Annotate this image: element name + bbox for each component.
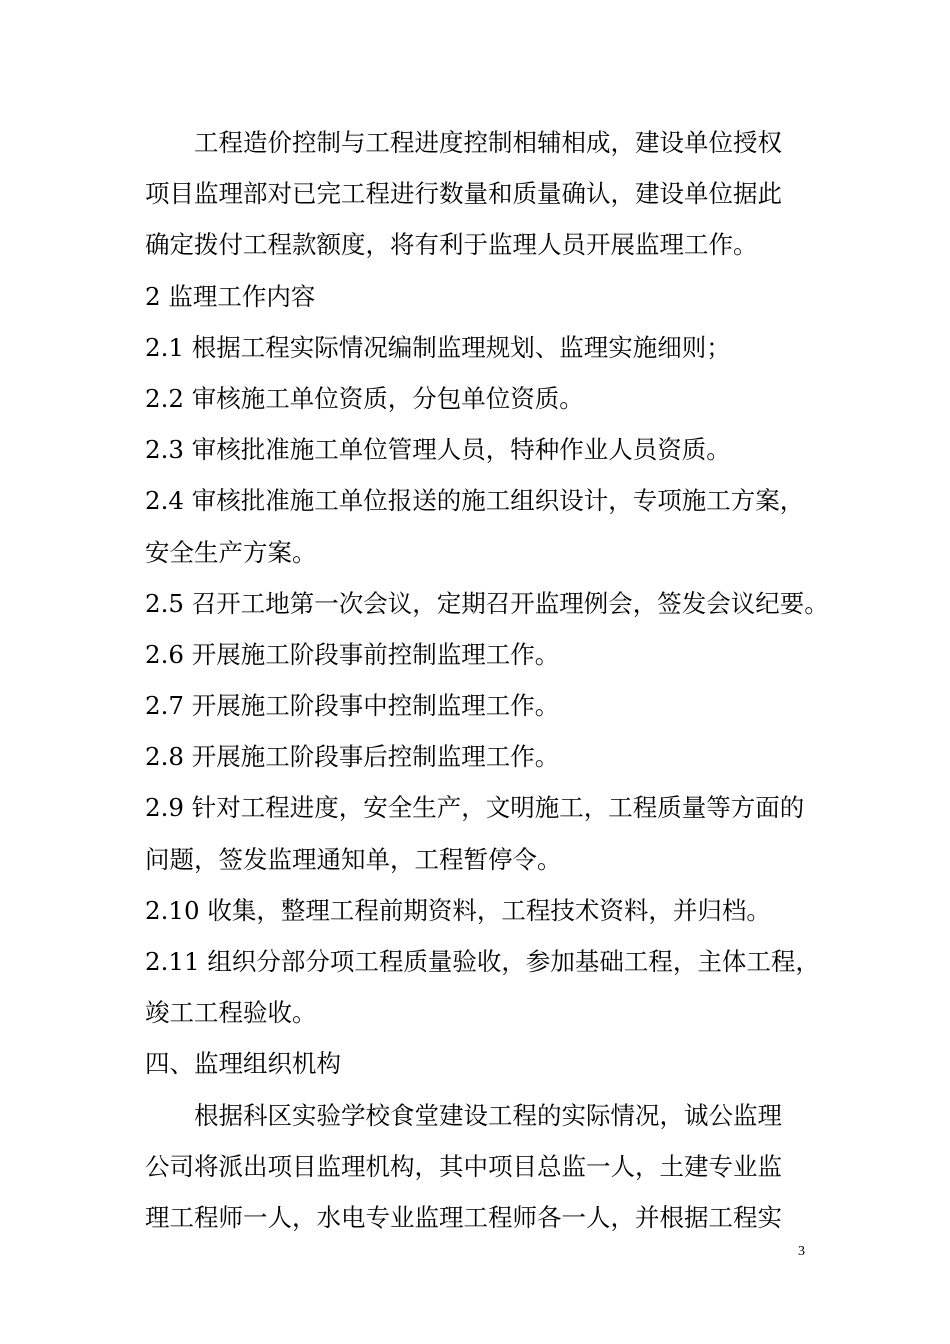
list-item: 2.9 针对工程进度，安全生产，文明施工，工程质量等方面的 bbox=[145, 793, 805, 823]
paragraph-line: 确定拨付工程款额度，将有利于监理人员开展监理工作。 bbox=[145, 230, 758, 260]
list-item-continuation: 问题，签发监理通知单，工程暂停令。 bbox=[145, 844, 562, 874]
paragraph-line: 项目监理部对已完工程进行数量和质量确认，建设单位据此 bbox=[145, 179, 782, 209]
list-item: 2.10 收集，整理工程前期资料，工程技术资料，并归档。 bbox=[145, 895, 771, 925]
document-body bbox=[145, 117, 829, 1243]
list-item: 2.4 审核批准施工单位报送的施工组织设计，专项施工方案， bbox=[145, 486, 805, 516]
paragraph-line: 理工程师一人，水电专业监理工程师各一人，并根据工程实 bbox=[145, 1202, 782, 1232]
paragraph-line: 根据科区实验学校食堂建设工程的实际情况，诚公监理 bbox=[194, 1100, 782, 1130]
list-item: 2.2 审核施工单位资质，分包单位资质。 bbox=[145, 383, 584, 413]
list-item-continuation: 竣工工程验收。 bbox=[145, 998, 317, 1028]
paragraph-line: 工程造价控制与工程进度控制相辅相成，建设单位授权 bbox=[194, 128, 782, 157]
list-item: 2.6 开展施工阶段事前控制监理工作。 bbox=[145, 639, 560, 669]
page-number: 3 bbox=[798, 1244, 805, 1259]
list-item: 2.7 开展施工阶段事中控制监理工作。 bbox=[145, 691, 560, 721]
section-heading: 2 监理工作内容 bbox=[145, 281, 316, 311]
list-item: 2.5 召开工地第一次会议，定期召开监理例会，签发会议纪要。 bbox=[145, 588, 829, 618]
list-item: 2.3 审核批准施工单位管理人员，特种作业人员资质。 bbox=[145, 435, 731, 465]
list-item: 2.8 开展施工阶段事后控制监理工作。 bbox=[145, 742, 560, 772]
list-item: 2.1 根据工程实际情况编制监理规划、监理实施细则； bbox=[145, 332, 731, 362]
paragraph-line: 公司将派出项目监理机构，其中项目总监一人，土建专业监 bbox=[145, 1151, 782, 1181]
section-heading: 四、监理组织机构 bbox=[145, 1049, 341, 1079]
list-item-continuation: 安全生产方案。 bbox=[145, 537, 317, 567]
list-item: 2.11 组织分部分项工程质量验收，参加基础工程，主体工程， bbox=[145, 947, 820, 976]
